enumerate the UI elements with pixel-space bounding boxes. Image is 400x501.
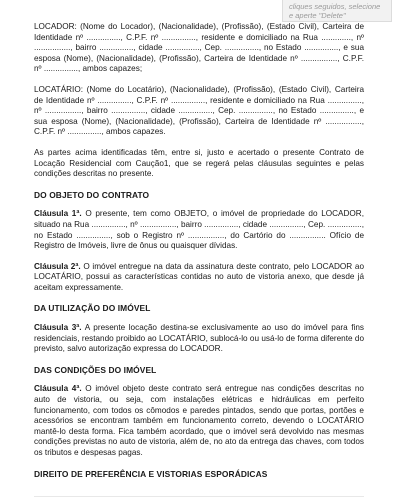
section-heading-utilizacao: DA UTILIZAÇÃO DO IMÓVEL [34, 303, 151, 314]
clause-4-text: O imóvel objeto deste contrato será entregue nas condições descritas no auto de vistoria, ou seja, com instalações elétricas e hidráulicas em perfeito funcionamento, com todos os cômodos e paredes pintados, sendo que portas, portões e acessórios se encontram também em funcionamento correto, devendo o LOCATÁRIO mantê-lo desta forma. Fica também acordado, que o imóvel será devolvido nas mesmas condições previstas no auto de vistoria, além de, no ato da entrega das chaves, com todos os tributos e despesas pagas. [34, 384, 364, 457]
page-divider [34, 496, 364, 501]
locador-paragraph: LOCADOR: (Nome do Locador), (Nacionalidade), (Profissão), (Estado Civil), Carteira de Identidade nº ..............., C.P.F. nº ..............., residente e domiciliado na Rua ............., nº ................, bairro ..............., cidade ..............., Cep. ..............., no Estado ..............., e sua esposa (Nome), (Nacionalidade), (Profissão), Carteira de Identidade nº ................, C.P.F. nº ..............., ambos capazes; [34, 22, 364, 74]
clause-3-text: A presente locação destina-se exclusivamente ao uso do imóvel para fins residenciais, restando proibido ao LOCATÁRIO, sublocá-lo ou usá-lo de forma diferente do previsto, salvo autorização expressa do LOCADOR. [34, 323, 364, 354]
clause-4 [34, 384, 364, 458]
clause-4-label: Cláusula 4ª. [34, 384, 82, 394]
clause-1-label: Cláusula 1ª. [34, 209, 82, 219]
clause-3-label: Cláusula 3ª. [34, 323, 82, 333]
intro-paragraph: As partes acima identificadas têm, entre si, justo e acertado o presente Contrato de Locação Residencial com Caução1, que se regerá pelas cláusulas seguintes e pelas condições descritas no presente. [34, 147, 364, 179]
instruction-hint [282, 0, 392, 22]
section-heading-objeto: DO OBJETO DO CONTRATO [34, 189, 150, 200]
clause-2 [34, 262, 364, 294]
clause-2-label: Cláusula 2ª. [34, 261, 81, 271]
clause-2-text: O imóvel entregue na data da assinatura deste contrato, pelo LOCADOR ao LOCATÁRIO, possui as características contidas no auto de vistoria anexo, que desde já aceitam expressamente. [34, 261, 364, 292]
contract-document [34, 22, 364, 488]
section-heading-preferencia: DIREITO DE PREFERÊNCIA E VISTORIAS ESPORÁDICAS [34, 468, 268, 479]
locatario-paragraph: LOCATÁRIO: (Nome do Locatário), (Nacionalidade), (Profissão), (Estado Civil), Carteira de Identidade nº ..............., C.P.F. nº ..............., residente e domiciliado na Rua ..............., nº ................, bairro ..............., cidade ..............., Cep. ..............., no Estado ..............., e sua esposa (Nome), (Nacionalidade), (Profissão), Carteira de Identidade nº ................, C.P.F. nº ..............., ambos capazes. [34, 84, 364, 137]
clause-1 [34, 209, 364, 251]
section-heading-condicoes: DAS CONDIÇÕES DO IMÓVEL [34, 364, 157, 375]
clause-3 [34, 323, 364, 355]
clause-1-text: O presente, tem como OBJETO, o imóvel de propriedade do LOCADOR, situado na Rua ..............., nº ................, bairro ..............., cidade ..............., Cep. ..............., no Estado ..............., sob o Registro nº ................, do Cartório do ................ Ofício de Registro de Imóveis, livre de ônus ou quaisquer dívidas. [34, 209, 364, 251]
hint-text: cliques seguidos, selecione e aperte "Delete" [289, 2, 381, 20]
